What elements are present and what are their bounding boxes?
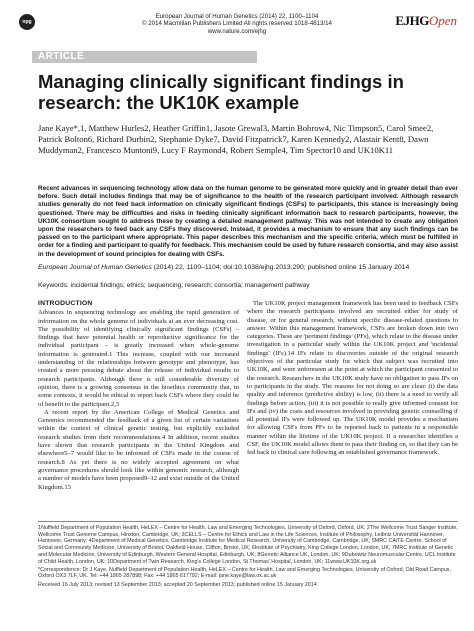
article-label-bar — [32, 51, 257, 63]
ejhg-open-logo — [395, 13, 457, 29]
brand-right: Open — [428, 13, 457, 28]
intro-paragraph-1: Advances in sequencing technology are enabling the rapid generation of information on the whole genome of individuals at an ever decreasing cost. The possibility of identifying clinically significant findings (CSFs) – findings that have potential health or reproductive significance for the individual participant – is greatly increased when whole-genome information is generated.1 This increase, coupled with our increased understanding of the relationships between genotype and phenotype, has created a more pressing debate about the release of individual results to research participants. Although there is still considerable diversity of opinion, there is a growing consensus in the bioethics community that, in some contexts, it would be ethical to report back CSFs where they could be of benefit to the participant.2,3 — [38, 309, 239, 408]
citation-journal: European Journal of Human Genetics — [38, 264, 152, 271]
footnotes — [38, 525, 458, 590]
left-column — [38, 300, 239, 492]
journal-url[interactable]: www.nature.com/ejhg — [207, 27, 267, 35]
author-list: Jane Kaye*,1, Matthew Hurles2, Heather Griffin1, Jasote Grewal3, Martin Bobrow4, Nic Timpson5, Carol Smee2, Patrick Bolton6, Richard Durbin2, Stephanie Dyke7, David Fitzpatrick7, Karen Kennedy2, Alastair Kent8, Dawn Muddyman2, Francesco Muntoni9, Lucy F Raymond4, Robert Semple4, Tim Spector10 and UK10K11 — [38, 123, 434, 155]
copyright-line: © 2014 Macmillan Publishers Limited All rights reserved 1018-4813/14 — [142, 20, 332, 28]
citation — [38, 264, 458, 272]
npg-logo-text: npg — [22, 19, 32, 25]
right-paragraph-1: The UK10K project management framework has been used to feedback CSFs where the research participants involved are recruited either for study of disease, or for general research, without specific disease-related questions to answer. Within this management framework, CSFs are broken down into two categories. These are 'pertinent findings' (PFs), which relate to the disease under investigation in a particular study within the UK10K project and 'incidental findings' (IFs).14 IFs relate to discoveries outside of the original research objectives of the particular study for which that subject was recruited into UK10K, and were unforeseen at the point at which the participant consented to the research. Researchers in the UK10K study have no obligation to pass IFs on to participants in the study. The reasons for not doing so are clear: (i) the data quality and inference (predictive ability) is low, (ii) there is a need to verify all findings before action, (iii) it is not possible to really give informed consent for IFs and (iv) the costs and resources involved in providing genetic counselling if all potential IFs were followed up. The UK10K model provides a mechanism for allowing CSFs from PFs to be reported back to patients in a responsible manner within the lifetime of the UK10K project. If a researcher identifies a CSF, the UK10K model allows them to pass their finding on, so that they can be fed back to clinical care following an established governance framework. — [247, 300, 458, 457]
brand-left: EJHG — [395, 13, 429, 28]
journal-line: European Journal of Human Genetics (2014) 22, 1100–1104 — [155, 13, 319, 20]
section-heading-introduction: INTRODUCTION — [38, 300, 93, 307]
abstract: Recent advances in sequencing technology allow data on the human genome to be generated more quickly and in greater detail than ever before. Such detail includes findings that may be of significance to the health of the research participant involved. Although research studies generally do not feed back information on clinically significant findings (CSFs) to participants, this stance is increasingly being questioned. There may be difficulties and risks in feeding clinically significant information back to research participants, however, the UK10K consortium sought to address these by creating a detailed management pathway. This was not intended to create any obligation upon the researchers to feed back any CSFs they discovered. Instead, it provides a mechanism to ensure that any such findings can be passed on to the participant where appropriate. This paper describes this mechanism and the specific criteria, which must be fulfilled in order for a finding and participant to qualify for feedback. This mechanism could be used by future research consortia, and may also assist in the development of sound principles for dealing with CSFs. — [38, 185, 458, 258]
received-dates: Received 16 July 2013; revised 13 September 2013; accepted 20 September 2013; published online 15 January 2014 — [38, 581, 317, 588]
right-column — [247, 300, 458, 458]
intro-paragraph-2: A recent report by the American College of Medical Genetics and Genomics recommended the feedback of a given list of certain variations within the context of clinical genetic testing, but explicitly excluded research studies from their recommendations.4 In addition, recent studies have shown that research participants in the United Kingdom and elsewhere5–7 would like to be informed of CSFs made in the course of research.8 As yet there is no widely accepted agreement on what governance procedures should look like within genomic research, although a number of models have been proposed9–12 and exist outside of the United Kingdom.13 — [38, 408, 239, 491]
footnote-divider — [38, 521, 458, 522]
correspondence: *Correspondence: Dr J Kaye, Nuffield Department of Population Health, HeLEX – Centre for Health, Law and Emerging Technologies, University of Oxford, Old Road Campus, Oxford OX3 7LF, UK. Tel: +44 1865 287898; Fax: +44 1865 617792; E-mail: jane.kaye@law.ox.ac.uk — [38, 566, 451, 580]
affiliations: 1Nuffield Department of Population Health, HeLEX – Centre for Health, Law and Emerging Technologies, University of Oxford, Oxford, UK; 2The Wellcome Trust Sanger Institute, Wellcome Trust Genome Campus, Hinxton, Cambridge, UK; 3CELLS – Centre for Ethics and Law in the Life Sciences, Institute of Philosophy, Leibniz Universität Hannover, Hannover, Germany; 4Department of Medical Genetics, Cambridge Institute for Medical Research, University of Cambridge, Cambridge, UK; 5MRC CAiTE Centre, School of Social and Community Medicine, University of Bristol, Oakfield House, Clifton, Bristol, UK; 6Institute of Psychiatry, King College London, London, UK; 7MRC Institute of Genetic and Molecular Medicine, University of Edinburgh, Western General Hospital, Edinburgh, UK; 8Genetic Alliance UK, London, UK; 9Dubowitz Neuromuscular Centre, UCL Institute of Child Health, London, UK; 10Department of Twin Research, King's College London, St Thomas' Hospital, London, UK; 11www.UK10K.org.uk — [38, 525, 458, 565]
article-label: ARTICLE — [38, 51, 85, 62]
citation-details: (2014) 22, 1100–1104; doi:10.1038/ejhg.2013.290; published online 15 January 2014 — [151, 264, 410, 271]
keywords: Keywords: incidental findings; ethics; sequencing; research; consortia; management pathway — [38, 282, 310, 289]
article-title: Managing clinically significant findings in research: the UK10K example — [38, 71, 404, 113]
